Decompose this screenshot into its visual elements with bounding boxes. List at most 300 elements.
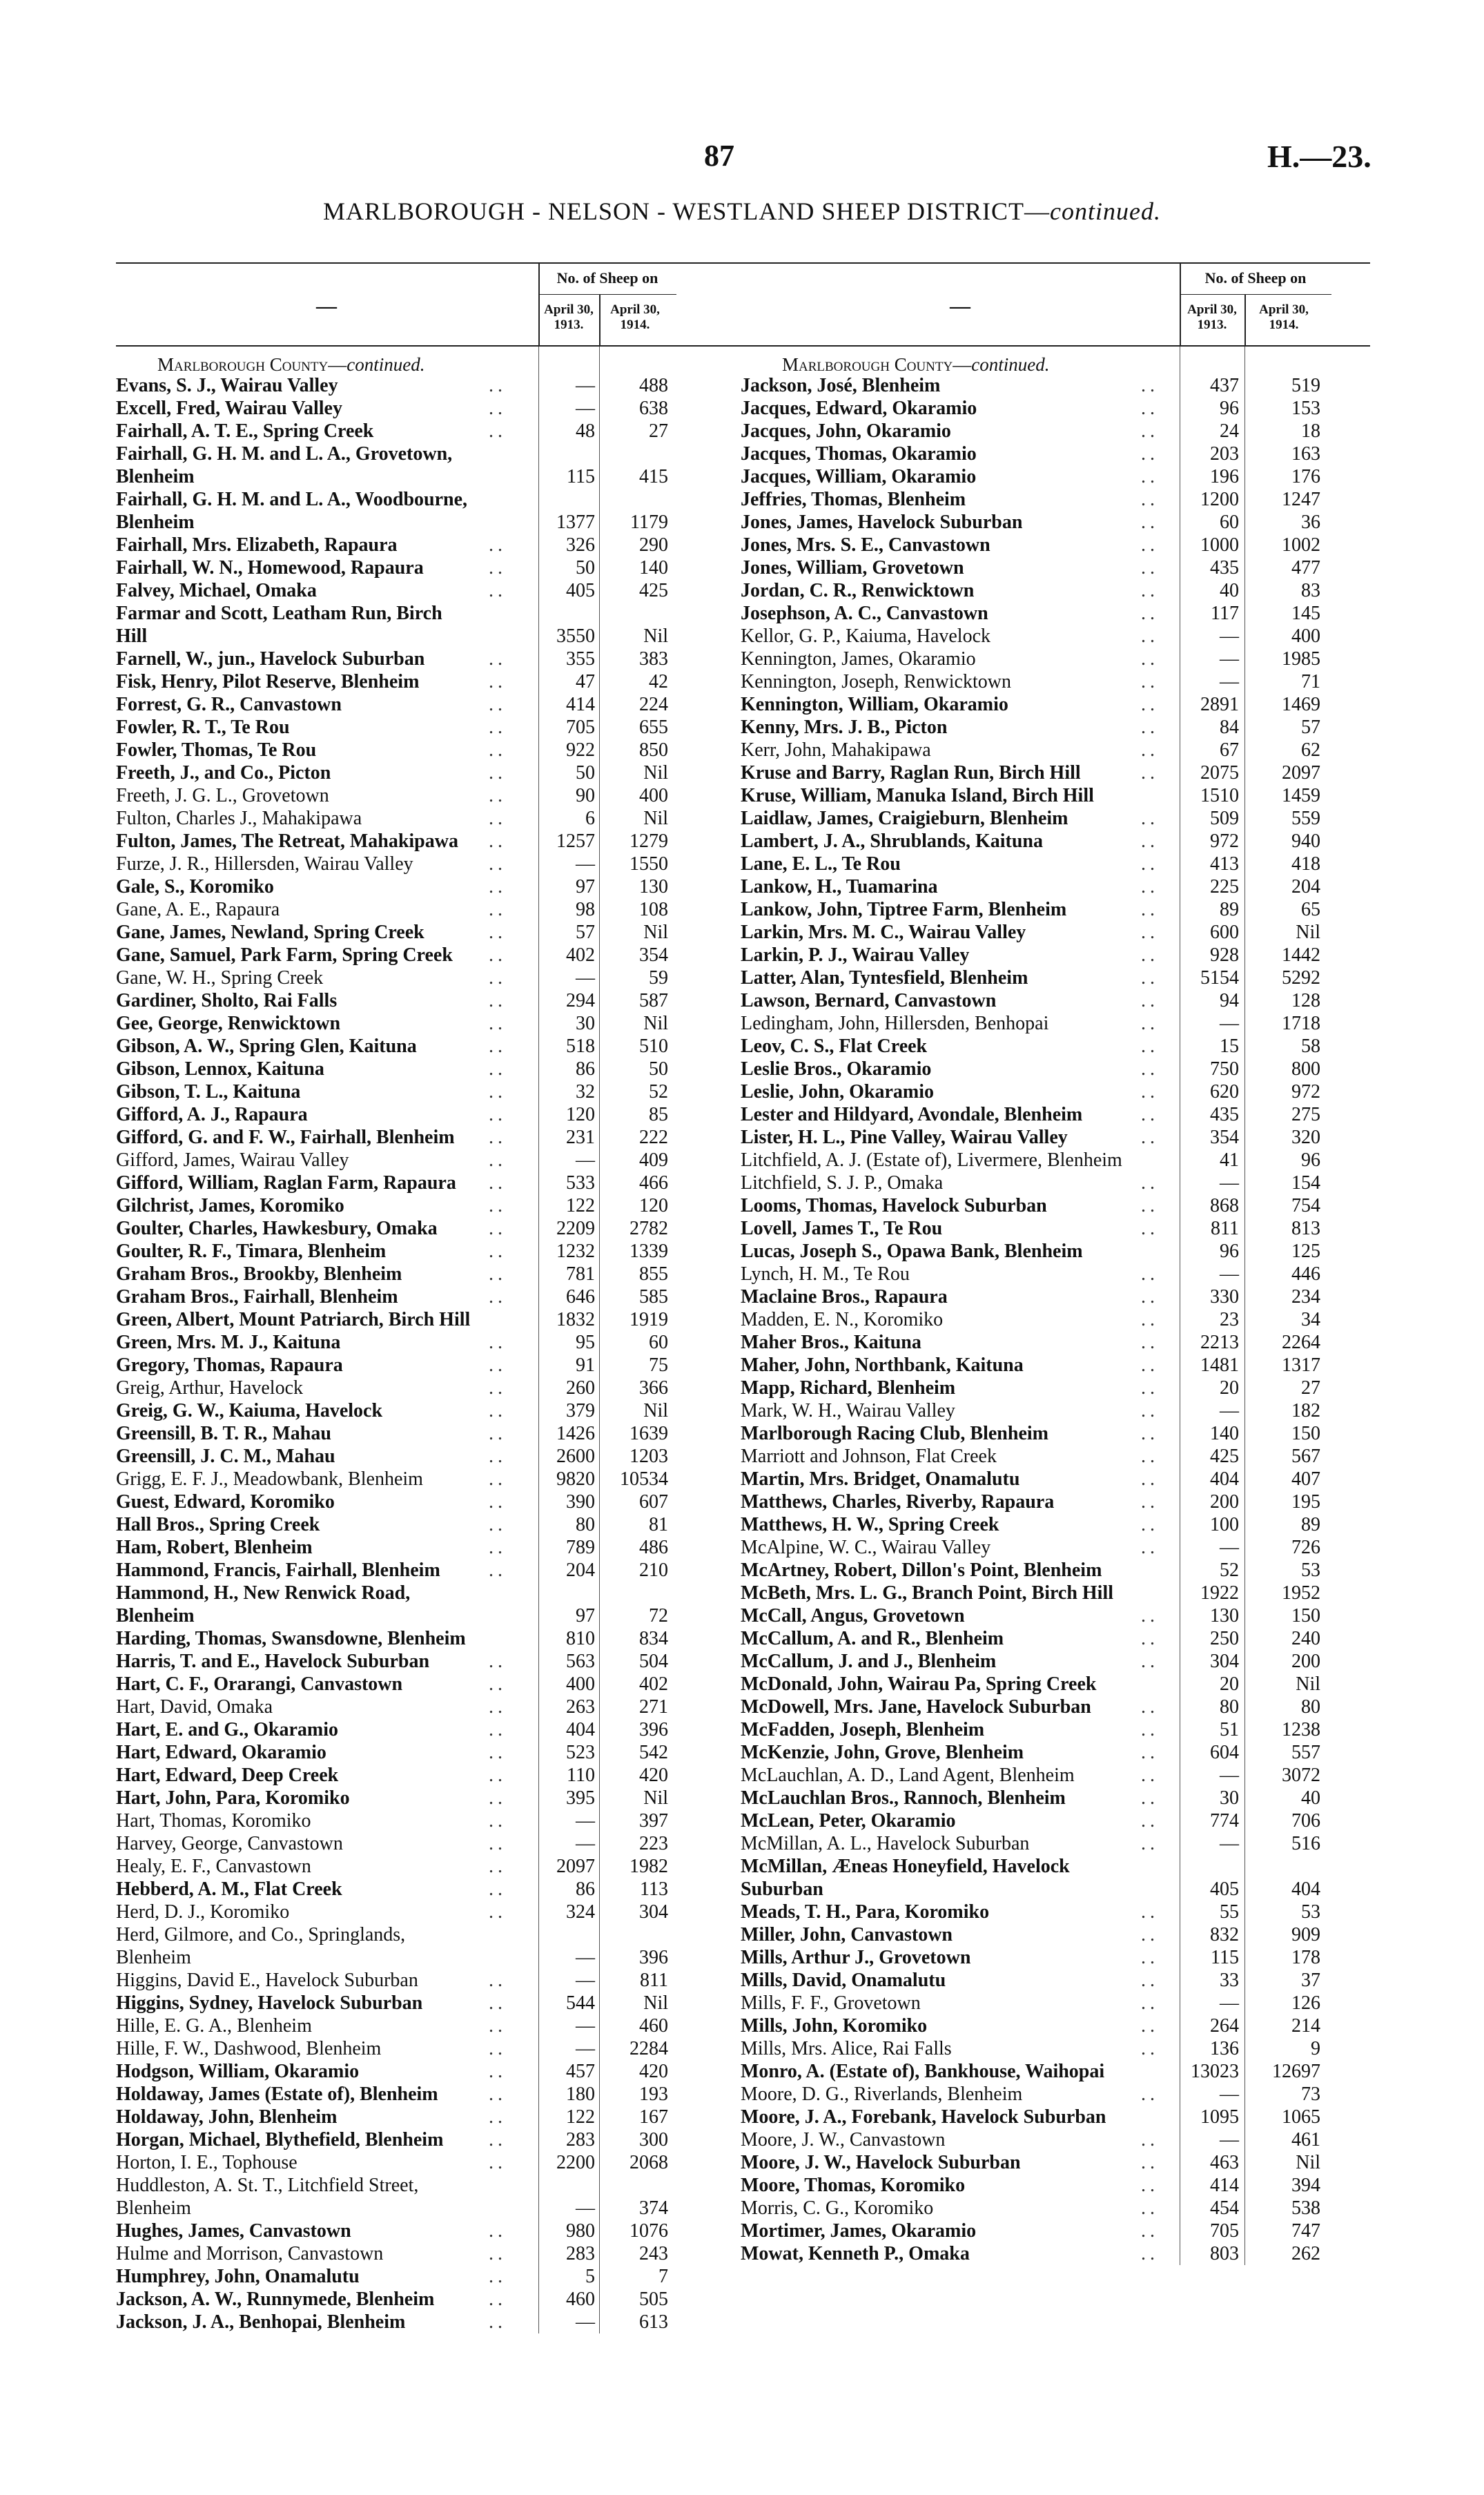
- table-row: [116, 693, 741, 716]
- row-name: Latter, Alan, Tyntesfield, Blenheim: [741, 967, 1028, 989]
- row-leader-dots: ..: [489, 2084, 507, 2105]
- row-value-1913: —: [1220, 1013, 1239, 1034]
- row-value-1913: 405: [566, 580, 595, 601]
- table-row: [116, 2083, 741, 2106]
- row-leader-dots: ..: [1141, 1036, 1159, 1057]
- row-value-1913: 2209: [556, 1218, 595, 1239]
- row-leader-dots: ..: [489, 2061, 507, 2082]
- row-name: McBeth, Mrs. L. G., Branch Point, Birch Hill: [741, 1582, 1114, 1604]
- table-row: [741, 1923, 1370, 1946]
- row-value-1914: Nil: [643, 1992, 668, 2014]
- row-value-1913: 705: [566, 717, 595, 738]
- row-name: Mark, W. H., Wairau Valley: [741, 1400, 955, 1421]
- row-value-1914: Nil: [643, 1400, 668, 1421]
- row-leader-dots: ..: [1141, 1719, 1159, 1740]
- table-row: [116, 1969, 741, 1992]
- row-value-1914: 516: [1291, 1833, 1320, 1854]
- row-name: McLauchlan Bros., Rannoch, Blenheim: [741, 1787, 1066, 1809]
- table-row: [116, 534, 741, 556]
- row-name: Freeth, J. G. L., Grovetown: [116, 785, 329, 806]
- row-value-1914: 200: [1291, 1651, 1320, 1672]
- row-value-1913: 1510: [1200, 785, 1239, 806]
- row-value-1914: 304: [639, 1901, 668, 1923]
- table-row: [741, 2083, 1370, 2106]
- row-value-1913: 100: [1210, 1514, 1239, 1535]
- row-value-1913: 50: [576, 557, 595, 579]
- row-value-1913: —: [576, 1810, 595, 1832]
- row-name: Graham Bros., Brookby, Blenheim: [116, 1263, 402, 1285]
- row-name: Farmar and Scott, Leatham Run, Birch Hill: [116, 603, 442, 647]
- row-name: Matthews, Charles, Riverby, Rapaura: [741, 1491, 1055, 1513]
- table-row: [116, 875, 741, 898]
- row-name: Grigg, E. F. J., Meadowbank, Blenheim: [116, 1468, 423, 1490]
- row-value-1913: 454: [1210, 2197, 1239, 2219]
- page-number: 87: [704, 139, 734, 173]
- left-header-no-of-sheep: No. of Sheep on: [556, 269, 658, 287]
- table-row: [741, 1787, 1370, 1809]
- row-value-1914: 9: [1311, 2038, 1320, 2059]
- row-name: Jackson, A. W., Runnymede, Blenheim: [116, 2289, 435, 2310]
- row-value-1914: 909: [1291, 1924, 1320, 1945]
- table-row: [116, 670, 741, 693]
- table-row: [741, 1012, 1370, 1035]
- row-value-1913: 225: [1210, 876, 1239, 897]
- table-row: [741, 1103, 1370, 1126]
- row-value-1914: 150: [1291, 1423, 1320, 1444]
- row-value-1914: 1002: [1282, 534, 1320, 556]
- row-value-1914: 1982: [629, 1856, 668, 1877]
- row-value-1913: 47: [576, 671, 595, 692]
- row-leader-dots: ..: [1141, 1696, 1159, 1718]
- row-value-1913: 750: [1210, 1058, 1239, 1080]
- row-name: Kruse and Barry, Raglan Run, Birch Hill: [741, 762, 1081, 784]
- row-name: Gibson, Lennox, Kaituna: [116, 1058, 324, 1080]
- row-name: Hall Bros., Spring Creek: [116, 1514, 320, 1535]
- row-name: Gane, Samuel, Park Farm, Spring Creek: [116, 944, 453, 966]
- row-leader-dots: ..: [489, 1468, 507, 1490]
- row-value-1914: 57: [1301, 717, 1320, 738]
- row-value-1913: 1922: [1200, 1582, 1239, 1604]
- row-name: Mills, Mrs. Alice, Rai Falls: [741, 2038, 952, 2059]
- row-name: Gilchrist, James, Koromiko: [116, 1195, 344, 1216]
- row-value-1914: Nil: [643, 625, 668, 647]
- row-value-1913: 972: [1210, 831, 1239, 852]
- table-row: [116, 2037, 741, 2060]
- row-name: Hodgson, William, Okaramio: [116, 2061, 360, 2082]
- row-name: Ledingham, John, Hillersden, Benhopai: [741, 1013, 1049, 1034]
- table-row: [116, 1399, 741, 1422]
- row-leader-dots: ..: [1141, 1377, 1159, 1399]
- table-row: [741, 1217, 1370, 1240]
- table-row: [116, 830, 741, 853]
- row-value-1913: 355: [566, 648, 595, 670]
- row-value-1914: 193: [639, 2084, 668, 2105]
- row-name: Falvey, Michael, Omaka: [116, 580, 317, 601]
- row-name: Holdaway, James (Estate of), Blenheim: [116, 2084, 438, 2105]
- row-value-1914: 1247: [1282, 489, 1320, 510]
- row-name: Gibson, A. W., Spring Glen, Kaituna: [116, 1036, 417, 1057]
- row-value-1914: 176: [1291, 466, 1320, 487]
- row-name: Hughes, James, Canvastown: [116, 2220, 351, 2242]
- row-value-1914: 1065: [1282, 2106, 1320, 2128]
- row-value-1914: 178: [1291, 1947, 1320, 1968]
- table-row: [741, 1308, 1370, 1331]
- row-value-1913: —: [576, 1970, 595, 1991]
- row-name: Gane, A. E., Rapaura: [116, 899, 280, 920]
- row-name: Greensill, J. C. M., Mahau: [116, 1446, 335, 1467]
- row-value-1913: 203: [1210, 443, 1239, 465]
- row-value-1913: 24: [1220, 420, 1239, 442]
- row-leader-dots: ..: [1141, 1309, 1159, 1330]
- row-leader-dots: ..: [1141, 534, 1159, 556]
- table-row: [741, 2174, 1370, 2197]
- row-value-1913: —: [1220, 1263, 1239, 1285]
- row-leader-dots: ..: [1141, 1400, 1159, 1421]
- row-value-1913: 32: [576, 1081, 595, 1103]
- row-value-1914: 73: [1301, 2084, 1320, 2105]
- row-value-1914: 1718: [1282, 1013, 1320, 1034]
- row-leader-dots: ..: [489, 1537, 507, 1558]
- table-row: [116, 921, 741, 944]
- row-name: Kellor, G. P., Kaiuma, Havelock: [741, 625, 991, 647]
- row-value-1914: 1442: [1282, 944, 1320, 966]
- row-name: Hart, Edward, Deep Creek: [116, 1765, 339, 1786]
- row-name: Morris, C. G., Koromiko: [741, 2197, 934, 2219]
- row-value-1913: 5154: [1200, 967, 1239, 989]
- table-row: [741, 1080, 1370, 1103]
- row-leader-dots: ..: [1141, 1605, 1159, 1627]
- row-value-1913: 463: [1210, 2152, 1239, 2173]
- row-value-1913: 110: [567, 1765, 595, 1786]
- row-value-1914: 182: [1291, 1400, 1320, 1421]
- left-table-header: [116, 264, 741, 347]
- table-row: [116, 1718, 741, 1741]
- row-value-1914: 409: [639, 1149, 668, 1171]
- left-table: [116, 262, 741, 2333]
- table-row: [741, 1354, 1370, 1377]
- row-name: Laidlaw, James, Craigieburn, Blenheim: [741, 808, 1068, 829]
- row-value-1913: —: [576, 2197, 595, 2219]
- row-value-1914: 585: [639, 1286, 668, 1308]
- row-value-1913: 533: [566, 1172, 595, 1194]
- row-name: Greig, G. W., Kaiuma, Havelock: [116, 1400, 383, 1421]
- row-value-1913: 264: [1210, 2015, 1239, 2037]
- row-value-1913: —: [576, 967, 595, 989]
- table-row: [741, 1263, 1370, 1285]
- row-value-1914: 71: [1301, 671, 1320, 692]
- row-leader-dots: ..: [489, 694, 507, 715]
- row-leader-dots: ..: [489, 648, 507, 670]
- row-value-1913: —: [1220, 2129, 1239, 2151]
- table-row: [116, 784, 741, 807]
- table-row: [116, 1331, 741, 1354]
- row-leader-dots: ..: [489, 1651, 507, 1672]
- row-name: Fowler, R. T., Te Rou: [116, 717, 290, 738]
- row-value-1914: 5292: [1282, 967, 1320, 989]
- row-value-1913: 204: [566, 1560, 595, 1581]
- row-name: Goulter, Charles, Hawkesbury, Omaka: [116, 1218, 438, 1239]
- table-row: [116, 1126, 741, 1149]
- row-value-1913: 1832: [556, 1309, 595, 1330]
- table-row: [741, 2151, 1370, 2174]
- table-row: [116, 1582, 741, 1627]
- row-leader-dots: ..: [1141, 831, 1159, 852]
- row-value-1913: 402: [566, 944, 595, 966]
- row-leader-dots: ..: [489, 1355, 507, 1376]
- row-value-1914: 505: [639, 2289, 668, 2310]
- row-name: Harris, T. and E., Havelock Suburban: [116, 1651, 430, 1672]
- row-value-1913: 122: [566, 1195, 595, 1216]
- row-value-1914: 113: [640, 1878, 668, 1900]
- table-row: [116, 1422, 741, 1445]
- row-name: Guest, Edward, Koromiko: [116, 1491, 335, 1513]
- row-value-1913: 789: [566, 1537, 595, 1558]
- row-value-1914: 1179: [630, 512, 668, 533]
- table-row: [741, 807, 1370, 830]
- row-leader-dots: ..: [1141, 1446, 1159, 1467]
- row-value-1913: 96: [1220, 398, 1239, 419]
- row-value-1914: 400: [639, 785, 668, 806]
- row-leader-dots: ..: [489, 534, 507, 556]
- row-name: Humphrey, John, Onamalutu: [116, 2266, 360, 2287]
- row-leader-dots: ..: [1141, 1901, 1159, 1923]
- row-value-1913: 96: [1220, 1241, 1239, 1262]
- row-name: McLean, Peter, Okaramio: [741, 1810, 956, 1832]
- row-value-1913: 324: [566, 1901, 595, 1923]
- table-row: [116, 1149, 741, 1172]
- row-value-1913: 55: [1220, 1901, 1239, 1923]
- row-name: Hulme and Morrison, Canvastown: [116, 2243, 384, 2264]
- right-table-header: [741, 264, 1370, 347]
- row-value-1913: 803: [1210, 2243, 1239, 2264]
- row-value-1914: 747: [1291, 2220, 1320, 2242]
- row-value-1913: —: [1220, 2084, 1239, 2105]
- row-value-1914: 290: [639, 534, 668, 556]
- table-row: [116, 1058, 741, 1080]
- row-name: Jacques, John, Okaramio: [741, 420, 951, 442]
- row-value-1914: 813: [1291, 1218, 1320, 1239]
- row-name: Kenny, Mrs. J. B., Picton: [741, 717, 948, 738]
- row-leader-dots: ..: [489, 1218, 507, 1239]
- row-value-1914: 567: [1291, 1446, 1320, 1467]
- table-row: [116, 2174, 741, 2220]
- row-name: Lester and Hildyard, Avondale, Blenheim: [741, 1104, 1083, 1125]
- row-value-1913: 136: [1210, 2038, 1239, 2059]
- row-value-1913: 40: [1220, 580, 1239, 601]
- row-leader-dots: ..: [489, 1742, 507, 1763]
- row-name: Kennington, James, Okaramio: [741, 648, 976, 670]
- row-leader-dots: ..: [1141, 512, 1159, 533]
- row-name: Jackson, José, Blenheim: [741, 375, 941, 396]
- row-value-1914: 800: [1291, 1058, 1320, 1080]
- row-value-1914: Nil: [1296, 2152, 1320, 2173]
- row-value-1914: 80: [1301, 1696, 1320, 1718]
- row-value-1913: 832: [1210, 1924, 1239, 1945]
- row-value-1913: 6: [585, 808, 595, 829]
- row-name: Litchfield, A. J. (Estate of), Livermere, Blenheim: [741, 1149, 1122, 1171]
- row-leader-dots: ..: [489, 1901, 507, 1923]
- row-leader-dots: ..: [489, 1810, 507, 1832]
- row-value-1914: 125: [1291, 1241, 1320, 1262]
- row-leader-dots: ..: [489, 2243, 507, 2264]
- row-value-1913: 84: [1220, 717, 1239, 738]
- table-row: [116, 898, 741, 921]
- table-row: [116, 1035, 741, 1058]
- right-header-col-1913: April 30, 1913.: [1187, 302, 1237, 332]
- row-leader-dots: ..: [489, 1286, 507, 1308]
- table-row: [116, 944, 741, 967]
- row-value-1914: Nil: [1296, 1673, 1320, 1695]
- row-name: Larkin, Mrs. M. C., Wairau Valley: [741, 922, 1026, 943]
- row-name: McKenzie, John, Grove, Blenheim: [741, 1742, 1024, 1763]
- table-row: [741, 1422, 1370, 1445]
- row-value-1913: —: [576, 1947, 595, 1968]
- row-value-1913: 304: [1210, 1651, 1239, 1672]
- row-value-1913: 600: [1210, 922, 1239, 943]
- row-value-1913: —: [576, 1149, 595, 1171]
- row-value-1913: 91: [576, 1355, 595, 1376]
- row-value-1913: 122: [566, 2106, 595, 2128]
- row-name: Martin, Mrs. Bridget, Onamalutu: [741, 1468, 1020, 1490]
- table-row: [741, 670, 1370, 693]
- row-leader-dots: ..: [1141, 1742, 1159, 1763]
- row-value-1913: —: [576, 853, 595, 875]
- table-row: [116, 761, 741, 784]
- table-row: [116, 374, 741, 397]
- row-name: Lovell, James T., Te Rou: [741, 1218, 943, 1239]
- row-value-1913: 705: [1210, 2220, 1239, 2242]
- row-name: Lankow, H., Tuamarina: [741, 876, 938, 897]
- row-leader-dots: ..: [489, 967, 507, 989]
- row-name: Greig, Arthur, Havelock: [116, 1377, 304, 1399]
- row-leader-dots: ..: [1141, 922, 1159, 943]
- row-name: Maher Bros., Kaituna: [741, 1332, 921, 1353]
- row-name: Gifford, G. and F. W., Fairhall, Blenheim: [116, 1127, 455, 1148]
- row-name: Ham, Robert, Blenheim: [116, 1537, 313, 1558]
- row-leader-dots: ..: [489, 2129, 507, 2151]
- table-row: [116, 989, 741, 1012]
- row-value-1914: 96: [1301, 1149, 1320, 1171]
- row-leader-dots: ..: [1141, 2129, 1159, 2151]
- row-value-1914: Nil: [643, 762, 668, 784]
- table-row: [741, 2060, 1370, 2083]
- row-value-1914: 613: [639, 2311, 668, 2333]
- row-leader-dots: ..: [489, 2266, 507, 2287]
- row-name: Hebberd, A. M., Flat Creek: [116, 1878, 342, 1900]
- row-value-1913: —: [576, 375, 595, 396]
- row-value-1913: 395: [566, 1787, 595, 1809]
- table-row: [116, 1878, 741, 1901]
- row-name: McFadden, Joseph, Blenheim: [741, 1719, 985, 1740]
- row-value-1913: 97: [576, 1605, 595, 1627]
- row-leader-dots: ..: [1141, 2220, 1159, 2242]
- table-row: [741, 1832, 1370, 1855]
- row-name: McDonald, John, Wairau Pa, Spring Creek: [741, 1673, 1097, 1695]
- row-value-1914: 425: [639, 580, 668, 601]
- row-leader-dots: ..: [1141, 2243, 1159, 2264]
- table-row: [741, 944, 1370, 967]
- row-leader-dots: ..: [489, 398, 507, 419]
- row-value-1914: 204: [1291, 876, 1320, 897]
- table-row: [116, 716, 741, 739]
- row-value-1913: 294: [566, 990, 595, 1011]
- row-name: Kennington, Joseph, Renwicktown: [741, 671, 1011, 692]
- row-value-1913: 250: [1210, 1628, 1239, 1649]
- row-value-1913: 2600: [556, 1446, 595, 1467]
- row-value-1913: 120: [566, 1104, 595, 1125]
- row-name: Hart, C. F., Orarangi, Canvastown: [116, 1673, 403, 1695]
- row-name: Maher, John, Northbank, Kaituna: [741, 1355, 1024, 1376]
- row-leader-dots: ..: [489, 2106, 507, 2128]
- row-value-1914: 50: [649, 1058, 668, 1080]
- row-value-1913: 1257: [556, 831, 595, 852]
- table-row: [116, 2288, 741, 2311]
- table-row: [741, 443, 1370, 465]
- row-leader-dots: ..: [1141, 1924, 1159, 1945]
- row-leader-dots: ..: [1141, 1491, 1159, 1513]
- row-value-1914: 538: [1291, 2197, 1320, 2219]
- row-name: Forrest, G. R., Canvastown: [116, 694, 342, 715]
- table-row: [741, 830, 1370, 853]
- row-name: McCallum, J. and J., Blenheim: [741, 1651, 997, 1672]
- row-value-1913: —: [1220, 625, 1239, 647]
- row-value-1913: 414: [1210, 2175, 1239, 2196]
- table-row: [116, 1468, 741, 1491]
- row-leader-dots: ..: [1141, 1081, 1159, 1103]
- table-row: [741, 1650, 1370, 1673]
- row-value-1914: 486: [639, 1537, 668, 1558]
- row-leader-dots: ..: [489, 785, 507, 806]
- row-value-1913: 437: [1210, 375, 1239, 396]
- table-row: [116, 1627, 741, 1650]
- table-row: [116, 1536, 741, 1559]
- row-value-1914: 374: [639, 2197, 668, 2219]
- row-value-1914: 420: [639, 1765, 668, 1786]
- table-row: [741, 1946, 1370, 1969]
- row-value-1914: 1076: [629, 2220, 668, 2242]
- table-row: [116, 1263, 741, 1285]
- row-leader-dots: ..: [489, 2152, 507, 2173]
- right-header-no-of-sheep: No. of Sheep on: [1204, 269, 1307, 287]
- row-leader-dots: ..: [1141, 580, 1159, 601]
- row-leader-dots: ..: [489, 944, 507, 966]
- row-value-1913: 811: [1211, 1218, 1239, 1239]
- table-row: [741, 374, 1370, 397]
- row-name: Holdaway, John, Blenheim: [116, 2106, 338, 2128]
- row-value-1914: 2068: [629, 2152, 668, 2173]
- row-name: Fairhall, Mrs. Elizabeth, Rapaura: [116, 534, 398, 556]
- table-row: [741, 1149, 1370, 1172]
- row-value-1913: 263: [566, 1696, 595, 1718]
- row-name: McArtney, Robert, Dillon's Point, Blenheim: [741, 1560, 1102, 1581]
- row-value-1913: 405: [1210, 1878, 1239, 1900]
- row-name: Freeth, J., and Co., Picton: [116, 762, 331, 784]
- row-value-1913: 390: [566, 1491, 595, 1513]
- row-leader-dots: ..: [1141, 1537, 1159, 1558]
- row-value-1913: 2213: [1200, 1332, 1239, 1353]
- row-leader-dots: ..: [1141, 1195, 1159, 1216]
- row-value-1914: 1279: [629, 831, 668, 852]
- row-name: Mortimer, James, Okaramio: [741, 2220, 977, 2242]
- table-row: [116, 1901, 741, 1923]
- row-value-1913: 48: [576, 420, 595, 442]
- left-header-col-1913: April 30, 1913.: [544, 302, 594, 332]
- row-name: Hart, Thomas, Koromiko: [116, 1810, 311, 1832]
- row-value-1913: 922: [566, 739, 595, 761]
- row-value-1914: 126: [1291, 1992, 1320, 2014]
- row-name: Fairhall, W. N., Homewood, Rapaura: [116, 557, 424, 579]
- row-leader-dots: ..: [1141, 808, 1159, 829]
